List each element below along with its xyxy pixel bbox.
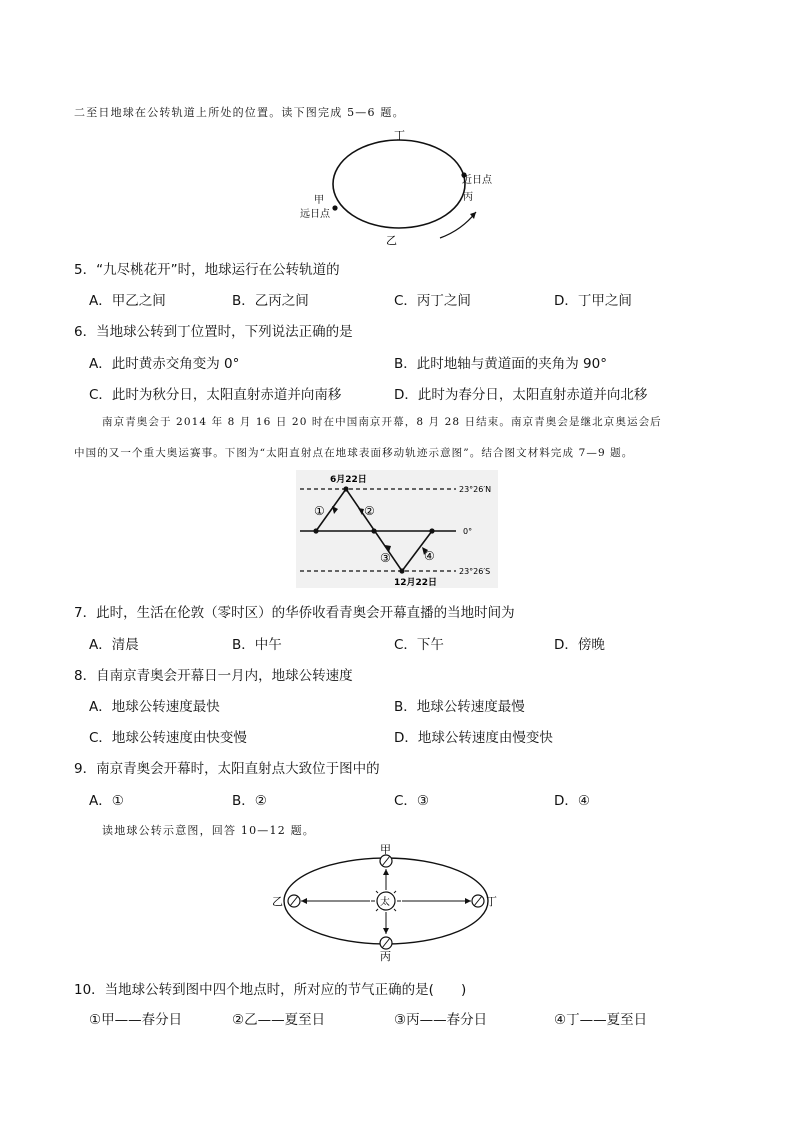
q10-option-4[interactable]: ④丁——夏至日 — [554, 1012, 648, 1028]
label-sun: 太 — [380, 897, 390, 908]
label-bing: 丙 — [463, 192, 473, 203]
marker-4: ④ — [424, 549, 435, 563]
q9-option-c[interactable]: C．③ — [394, 793, 430, 809]
label-ding: 丁 — [394, 129, 405, 142]
track-point-middle — [371, 528, 376, 533]
marker-3: ③ — [380, 551, 391, 565]
label-yi-3: 乙 — [272, 895, 283, 908]
q5-option-d[interactable]: D．丁甲之间 — [554, 293, 632, 309]
track-point-end — [429, 528, 434, 533]
question-8: 8．自南京青奥会开幕日一月内，地球公转速度 — [74, 668, 353, 684]
q8-option-b[interactable]: B．地球公转速度最慢 — [394, 699, 525, 715]
q6-option-d[interactable]: D．此时为春分日，太阳直射赤道并向北移 — [394, 387, 648, 403]
q7-option-d[interactable]: D．傍晚 — [554, 637, 605, 653]
label-perihelion: 近日点 — [462, 175, 492, 186]
q6-option-a[interactable]: A．此时黄赤交角变为 0° — [89, 356, 240, 372]
intro-text-1: 二至日地球在公转轨道上所处的位置。读下图完成 5—6 题。 — [74, 106, 405, 119]
arrow-down-icon — [383, 928, 389, 934]
question-9: 9．南京青奥会开幕时，太阳直射点大致位于图中的 — [74, 761, 380, 777]
label-yi: 乙 — [386, 234, 397, 247]
q10-option-2[interactable]: ②乙——夏至日 — [232, 1012, 326, 1028]
q7-option-c[interactable]: C．下午 — [394, 637, 444, 653]
label-bing-3: 丙 — [380, 950, 391, 962]
q9-option-a[interactable]: A．① — [89, 793, 124, 809]
label-ding-3: 丁 — [486, 895, 497, 908]
label-equator: 0° — [463, 527, 473, 536]
q8-option-c[interactable]: C．地球公转速度由快变慢 — [89, 730, 247, 746]
q10-option-3[interactable]: ③丙——春分日 — [394, 1012, 488, 1028]
q5-option-b[interactable]: B．乙丙之间 — [232, 293, 309, 309]
arrow-right-icon — [465, 898, 471, 904]
revolution-diagram — [268, 844, 504, 962]
q10-option-1[interactable]: ①甲——春分日 — [89, 1012, 183, 1028]
earth-yi-icon — [288, 895, 300, 907]
label-23s: 23°26′S — [459, 567, 491, 576]
orbit-ellipse — [333, 140, 465, 228]
q8-option-a[interactable]: A．地球公转速度最快 — [89, 699, 220, 715]
label-jia-3: 甲 — [380, 844, 391, 856]
q7-option-a[interactable]: A．清晨 — [89, 637, 139, 653]
aphelion-dot — [332, 205, 337, 210]
q6-option-b[interactable]: B．此时地轴与黄道面的夹角为 90° — [394, 356, 607, 372]
label-jia: 甲 — [314, 195, 324, 206]
q9-option-b[interactable]: B．② — [232, 793, 267, 809]
label-23n: 23°26′N — [459, 485, 492, 494]
earth-jia-icon — [380, 855, 392, 867]
track-point-summer — [343, 486, 348, 491]
q7-option-b[interactable]: B．中午 — [232, 637, 282, 653]
q9-option-d[interactable]: D．④ — [554, 793, 590, 809]
subsolar-track-diagram — [296, 470, 498, 588]
marker-2: ② — [364, 504, 375, 518]
track-point-start — [313, 528, 318, 533]
label-june-22: 6月22日 — [330, 475, 367, 485]
q6-option-c[interactable]: C．此时为秋分日，太阳直射赤道并向南移 — [89, 387, 342, 403]
question-5: 5．“九尽桃花开”时，地球运行在公转轨道的 — [74, 262, 340, 278]
question-7: 7．此时，生活在伦敦（零时区）的华侨收看青奥会开幕直播的当地时间为 — [74, 605, 515, 621]
intro-text-2-line-1: 南京青奥会于 2014 年 8 月 16 日 20 时在中国南京开幕，8 月 28 日结束。南京青奥会是继北京奥运会后 — [102, 416, 662, 428]
intro-text-3: 读地球公转示意图，回答 10—12 题。 — [102, 824, 315, 837]
orbit-diagram-1 — [290, 128, 510, 250]
question-6: 6．当地球公转到丁位置时，下列说法正确的是 — [74, 324, 353, 340]
track-point-winter — [399, 568, 404, 573]
arrow-left-icon — [301, 898, 307, 904]
earth-ding-icon — [472, 895, 484, 907]
label-aphelion: 远日点 — [300, 209, 330, 220]
question-10: 10．当地球公转到图中四个地点时，所对应的节气正确的是( ) — [74, 982, 467, 998]
label-december-22: 12月22日 — [394, 578, 438, 588]
earth-bing-icon — [380, 937, 392, 949]
marker-1: ① — [314, 504, 325, 518]
arrow-up-icon — [383, 869, 389, 875]
intro-text-2-line-2: 中国的又一个重大奥运赛事。下图为“太阳直射点在地球表面移动轨迹示意图”。结合图文材料完成 7—9 题。 — [74, 447, 634, 459]
q5-option-c[interactable]: C．丙丁之间 — [394, 293, 471, 309]
q8-option-d[interactable]: D．地球公转速度由慢变快 — [394, 730, 553, 746]
q5-option-a[interactable]: A．甲乙之间 — [89, 293, 166, 309]
